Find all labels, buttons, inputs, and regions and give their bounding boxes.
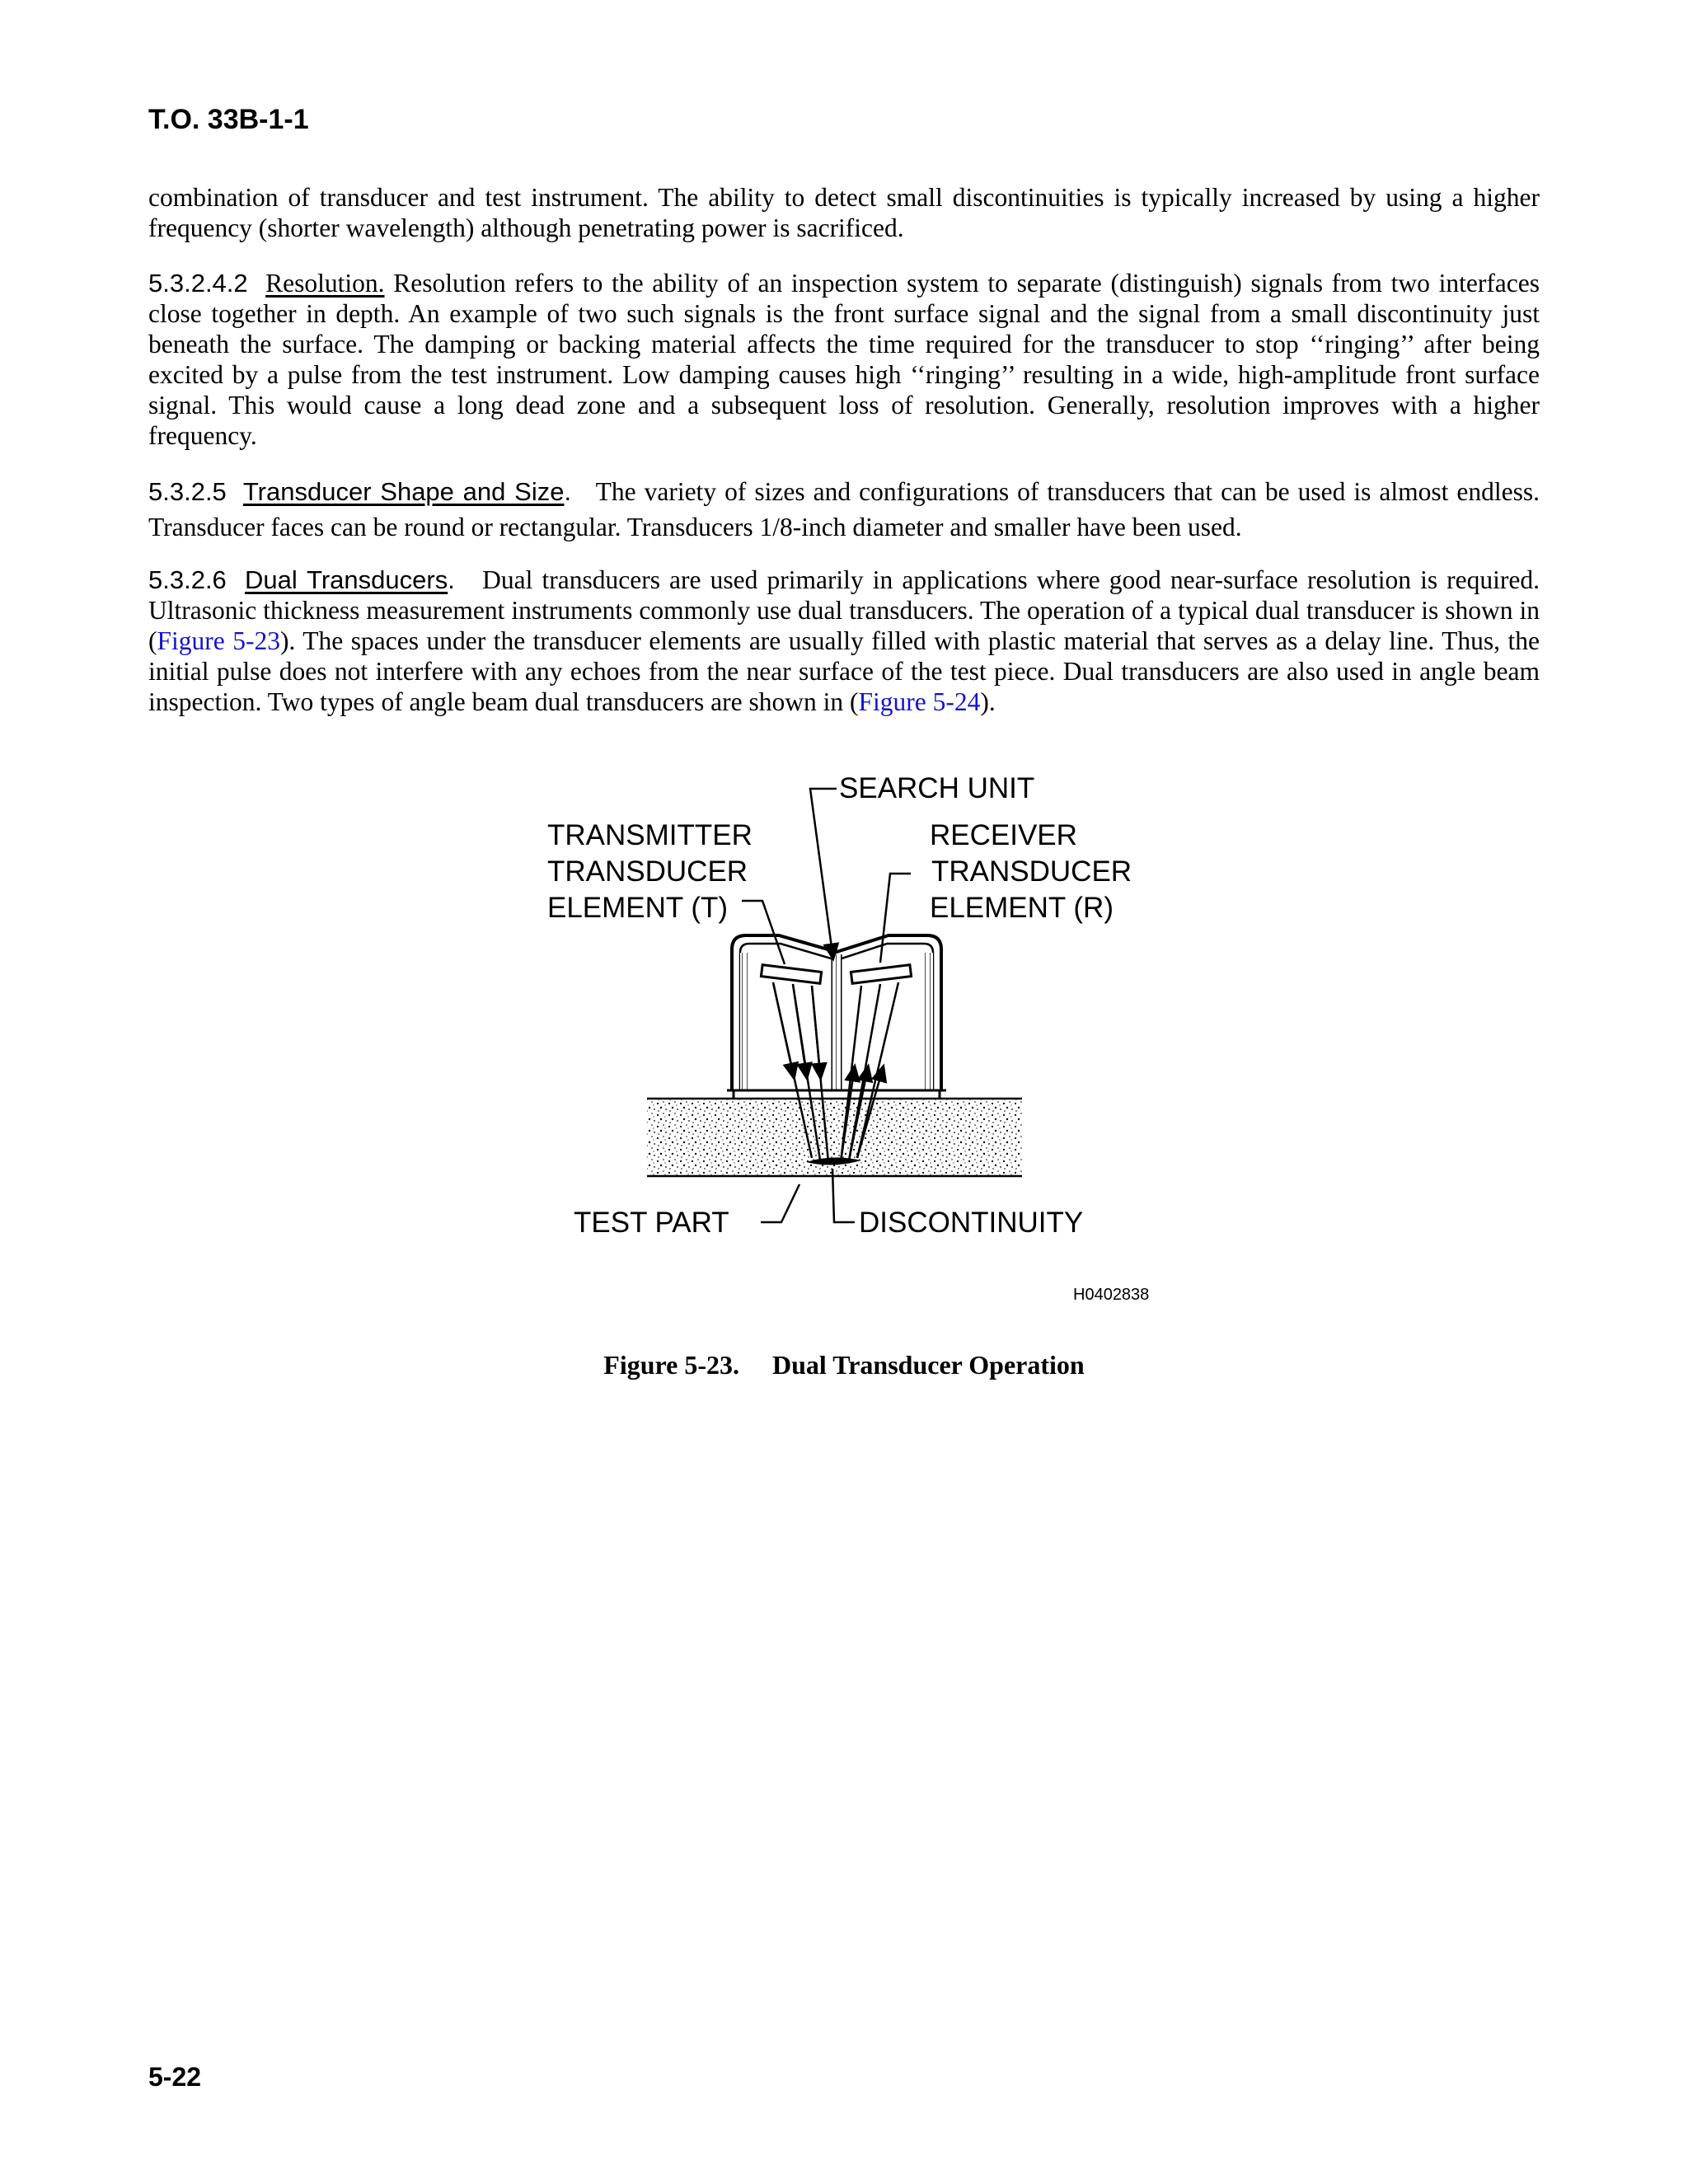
section-title: Resolution.	[265, 269, 385, 298]
label-discontinuity: DISCONTINUITY	[859, 1207, 1084, 1239]
figure-code: H0402838	[1073, 1286, 1150, 1304]
section-text: Dual transducers are used primarily in applications where good near-surface resolution is required. Ultrasonic thickness measurement instruments commonly use dual transducers. The operation of a typical dual transducer is shown in (	[148, 565, 1540, 655]
label-test-part: TEST PART	[574, 1207, 729, 1239]
section-title-period: .	[448, 565, 455, 594]
receiver-element	[851, 965, 911, 984]
label-receiver-2: TRANSDUCER	[931, 855, 1132, 888]
section-text: Resolution refers to the ability of an inspection system to separate (distinguish) signals from two interfaces close together in depth. An example of two such signals is the front surface signal and the signal from a small discontinuity just beneath the surface. The damping or backing material affects the time required for the transducer to stop ‘‘ringing’’ after being excited by a pulse from the test instrument. Low damping causes high ‘‘ringing’’ resulting in a wide, high-amplitude front surface signal. This would cause a long dead zone and a subsequent loss of resolution. Generally, resolution improves with a higher frequency.	[148, 269, 1540, 450]
section-text: ).	[980, 687, 996, 716]
figure-caption-number: Figure 5-23.	[603, 1350, 739, 1380]
label-receiver-3: ELEMENT (R)	[930, 892, 1114, 924]
figure-caption	[0, 1350, 1688, 1380]
label-transmitter-3: ELEMENT (T)	[547, 892, 729, 924]
figure-caption-title: Dual Transducer Operation	[772, 1350, 1085, 1380]
page-number: 5-22	[148, 2062, 202, 2092]
section-text: The variety of sizes and configurations of transducers that can be used is almost endless. Transducer faces can be round or rectangular. Transducers 1/8-inch diameter and smaller have been used.	[148, 477, 1540, 541]
figure-5-24-link[interactable]: Figure 5-24	[858, 687, 981, 716]
section-transducer-shape	[148, 474, 1540, 545]
figure-5-23-link[interactable]: Figure 5-23	[157, 626, 280, 655]
section-title: Dual Transducers	[245, 565, 448, 594]
label-receiver-1: RECEIVER	[930, 819, 1077, 851]
section-number: 5.3.2.6	[148, 565, 227, 594]
document-id-header: T.O. 33B-1-1	[148, 104, 309, 135]
dual-transducer-figure	[495, 766, 1203, 1327]
search-unit-housing	[727, 935, 946, 1099]
section-title-period: .	[564, 477, 572, 506]
section-resolution	[148, 268, 1540, 451]
section-text: ). The spaces under the transducer elements are usually filled with plastic material that serves as a delay line. Thus, the initial pulse does not interfere with any echoes from the near surface of the test piece. Dual transducers are also used in angle beam inspection. Two types of angle beam dual transducers are shown in (	[148, 626, 1540, 716]
transmitter-element	[761, 965, 821, 984]
paragraph-text: combination of transducer and test instrument. The ability to detect small discontinuities is typically increased by using a higher frequency (shorter wavelength) although penetrating power is sacrificed.	[148, 183, 1540, 242]
paragraph-continuation	[148, 182, 1540, 243]
label-search-unit: SEARCH UNIT	[839, 772, 1035, 804]
section-number: 5.3.2.4.2	[148, 269, 248, 298]
section-number: 5.3.2.5	[148, 477, 227, 506]
section-dual-transducers	[148, 565, 1540, 717]
label-transmitter-2: TRANSDUCER	[547, 855, 748, 888]
label-transmitter-1: TRANSMITTER	[547, 819, 753, 851]
section-title: Transducer Shape and Size	[242, 477, 565, 506]
